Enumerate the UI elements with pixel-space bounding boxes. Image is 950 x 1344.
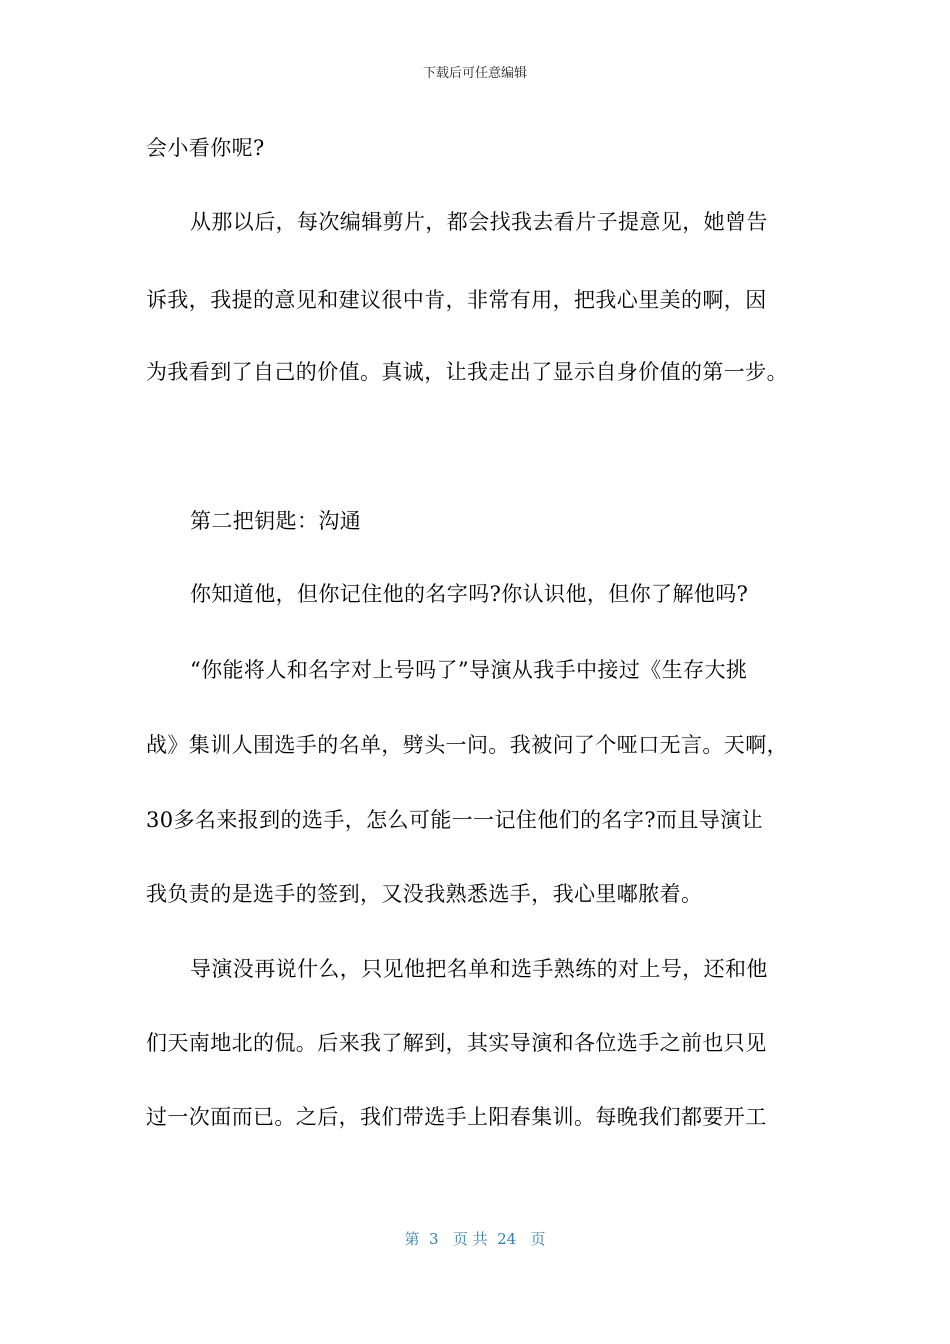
body-line: 为我看到了自己的价值。真诚，让我走出了显示自身价值的第一步。	[146, 360, 788, 384]
body-line: 战》集训人围选手的名单，劈头一问。我被问了个哑口无言。天啊，	[146, 733, 788, 757]
body-line: 我负责的是选手的签到，又没我熟悉选手，我心里嘟脓着。	[146, 882, 703, 906]
body-line: 你知道他，但你记住他的名字吗?你认识他，但你了解他吗?	[190, 582, 749, 606]
body-line: 会小看你呢?	[146, 136, 265, 160]
body-line: 过一次面而已。之后，我们带选手上阳春集训。每晚我们都要开工	[146, 1105, 767, 1129]
section-heading: 第二把钥匙：沟通	[190, 509, 362, 533]
body-line: 们天南地北的侃。后来我了解到，其实导演和各位选手之前也只见	[146, 1031, 767, 1055]
body-line: “你能将人和名字对上号吗了”导演从我手中接过《生存大挑	[190, 658, 748, 682]
body-line: 30多名来报到的选手，怎么可能一一记住他们的名字?而且导演让	[146, 808, 763, 832]
body-line: 诉我，我提的意见和建议很中肯，非常有用，把我心里美的啊，因	[146, 288, 767, 312]
header-note: 下载后可任意编辑	[422, 66, 527, 81]
page-number-footer: 第 3 页 共 24 页	[404, 1230, 546, 1248]
body-line: 导演没再说什么，只见他把名单和选手熟练的对上号，还和他	[190, 957, 768, 981]
body-line: 从那以后，每次编辑剪片，都会找我去看片子提意见，她曾告	[190, 210, 768, 234]
